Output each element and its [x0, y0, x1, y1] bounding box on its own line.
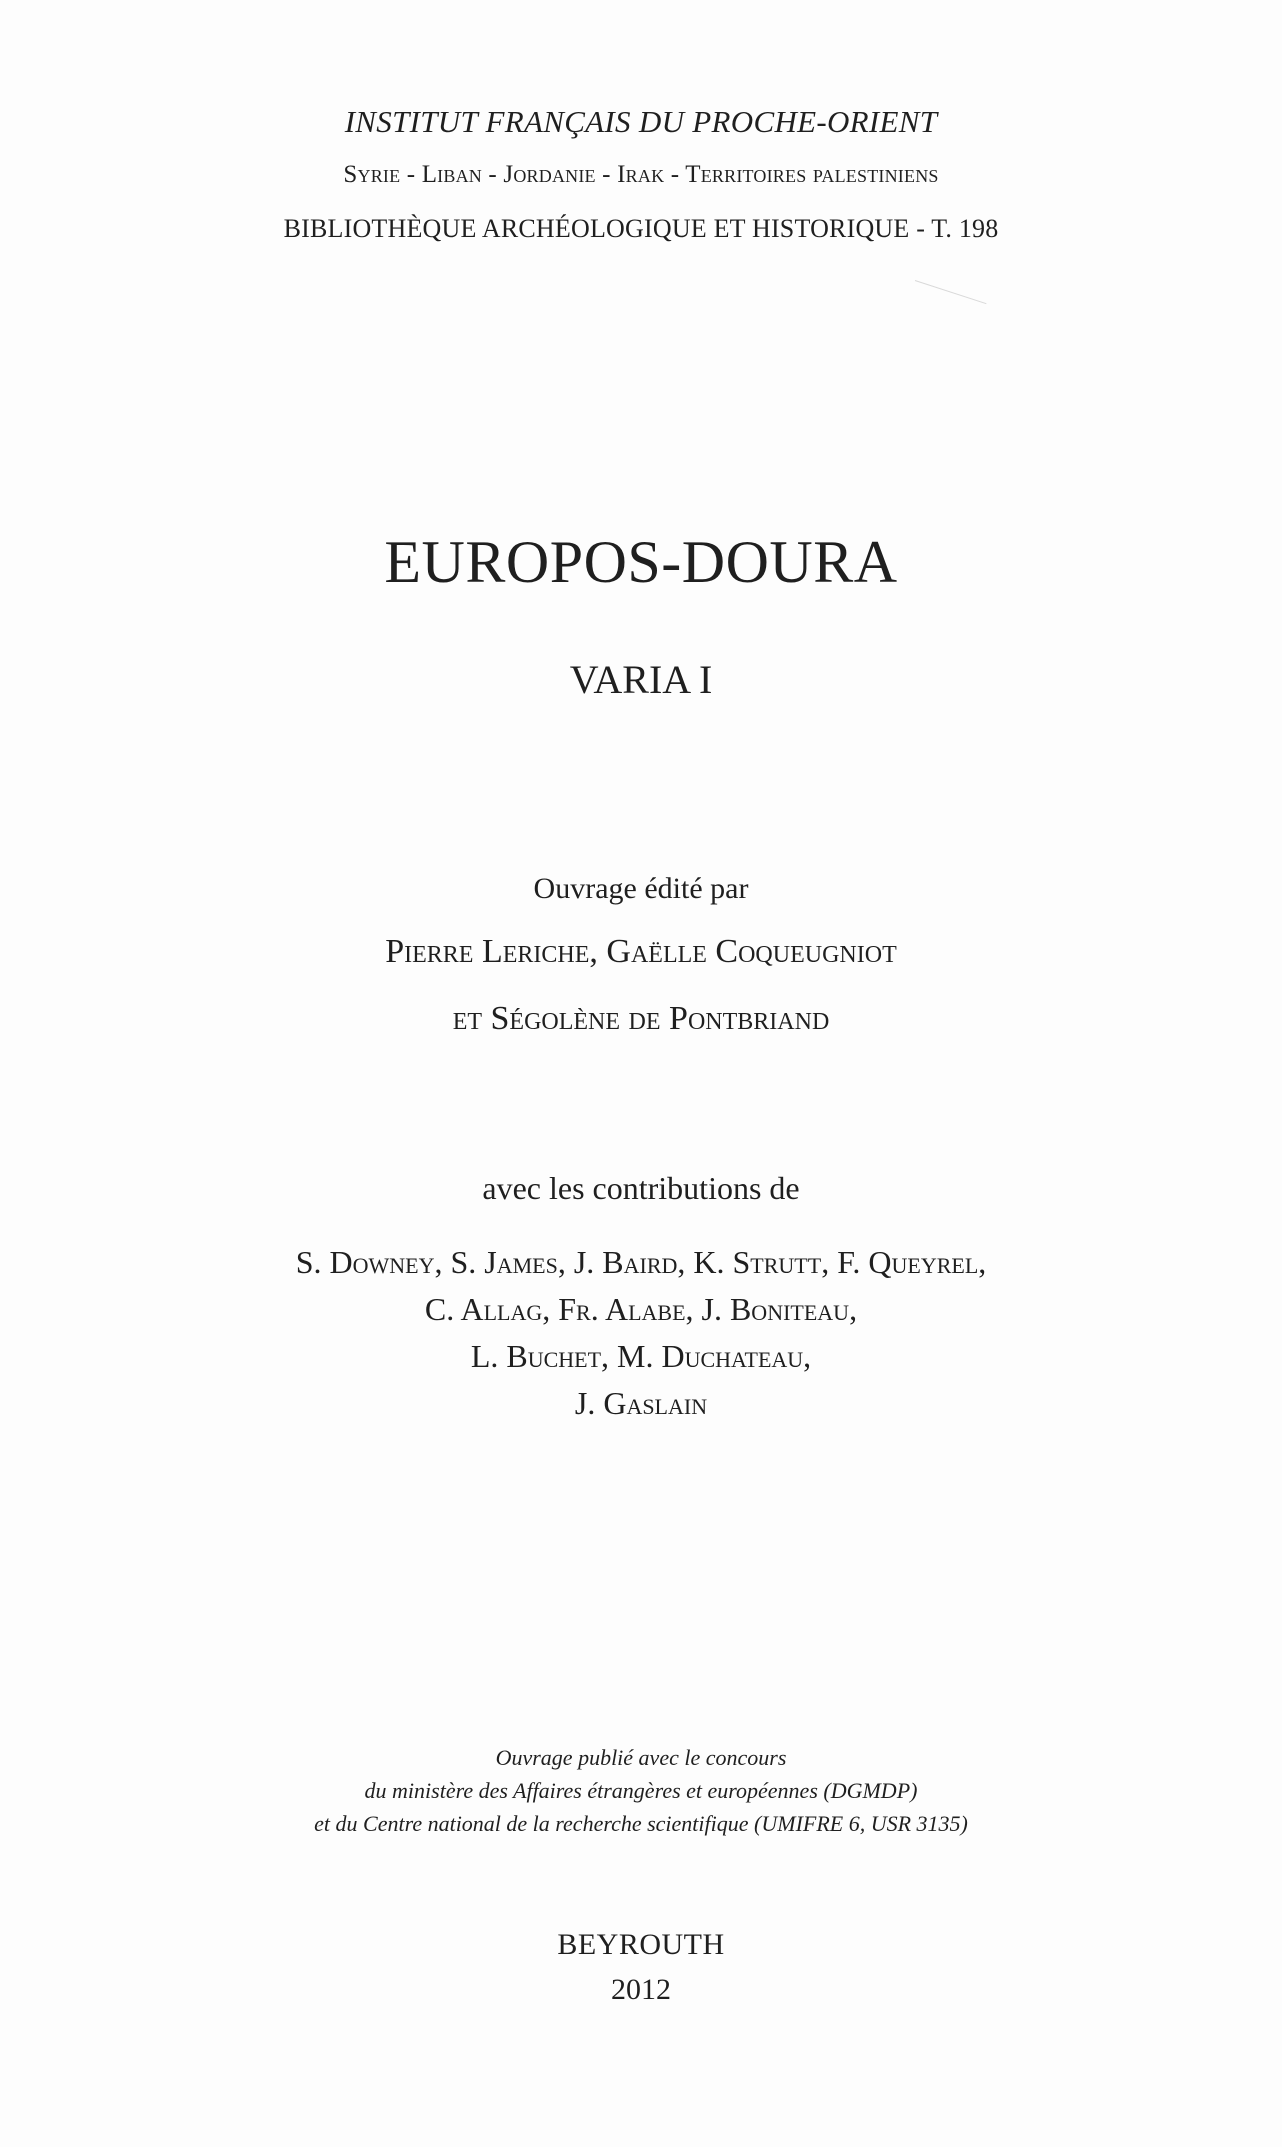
contributors-line-4: J. Gaslain	[574, 1385, 708, 1421]
contributors-line-3: L. Buchet, M. Duchateau,	[470, 1338, 812, 1374]
scan-artifact	[915, 280, 987, 304]
editors-line-2: et Ségolène de Pontbriand	[452, 1000, 830, 1037]
imprint-city: BEYROUTH	[557, 1928, 725, 1961]
series-title: BIBLIOTHÈQUE ARCHÉOLOGIQUE ET HISTORIQUE - T. 198	[283, 214, 999, 243]
contributors-line-2: C. Allag, Fr. Alabe, J. Boniteau,	[424, 1291, 858, 1327]
editors-line-1: Pierre Leriche, Gaëlle Coqueugniot	[385, 933, 897, 970]
book-title: EUROPOS-DOURA	[384, 529, 898, 595]
support-line-3: et du Centre national de la recherche scientifique (UMIFRE 6, USR 3135)	[314, 1811, 968, 1836]
edited-by-label: Ouvrage édité par	[533, 872, 749, 905]
contributions-label: avec les contributions de	[482, 1170, 800, 1206]
support-line-1: Ouvrage publié avec le concours	[495, 1745, 787, 1770]
book-subtitle: VARIA I	[569, 657, 713, 702]
contributors-line-1: S. Downey, S. James, J. Baird, K. Strutt, F. Queyrel,	[295, 1244, 987, 1280]
support-line-2: du ministère des Affaires étrangères et européennes (DGMDP)	[364, 1778, 918, 1803]
institute-countries: Syrie - Liban - Jordanie - Irak - Territoires palestiniens	[343, 161, 939, 188]
imprint-year: 2012	[611, 1973, 671, 2006]
institute-name: INSTITUT FRANÇAIS DU PROCHE-ORIENT	[344, 104, 938, 139]
